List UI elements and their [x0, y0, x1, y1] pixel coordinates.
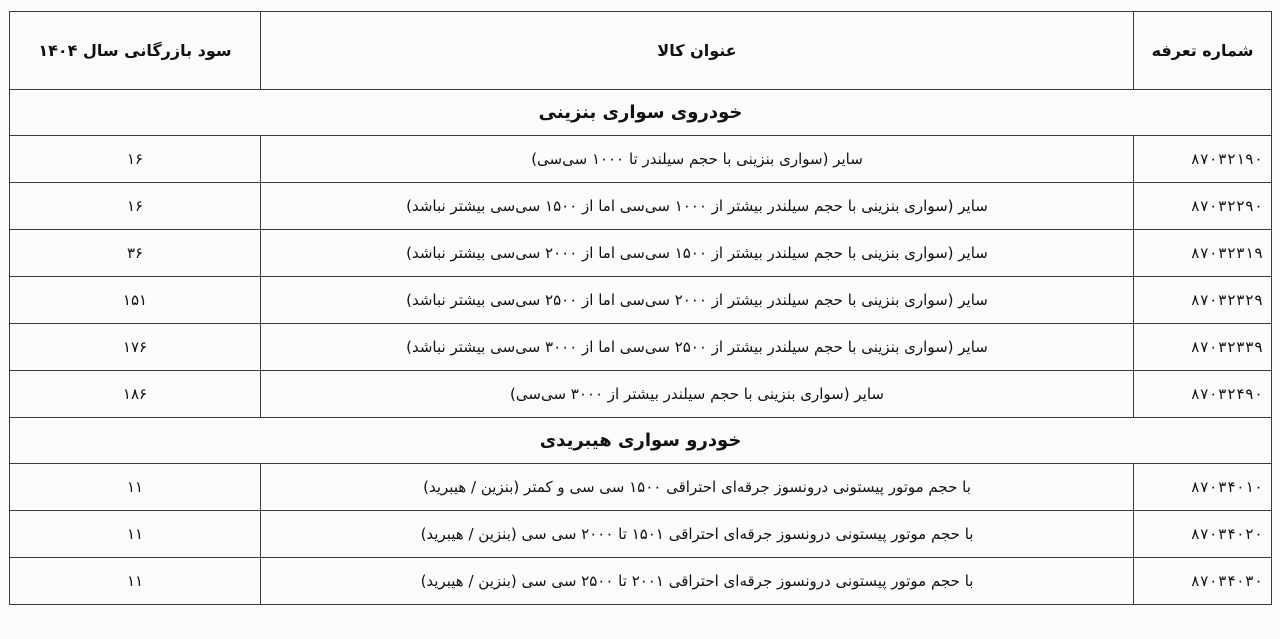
- tariff-code-cell: ۸۷۰۳۲۱۹۰: [1134, 136, 1272, 183]
- trade-profit-cell: ۱۵۱: [10, 277, 261, 324]
- table-row: [10, 277, 1272, 324]
- product-title-cell: سایر (سواری بنزینی با حجم سیلندر بیشتر از ۲۰۰۰ سی‌سی اما از ۲۵۰۰ سی‌سی بیشتر نباشد): [261, 277, 1134, 324]
- table-header-row: [10, 12, 1272, 90]
- table-row: [10, 558, 1272, 605]
- tariff-code-cell: ۸۷۰۳۴۰۱۰: [1134, 464, 1272, 511]
- table-row: [10, 324, 1272, 371]
- product-title-cell: سایر (سواری بنزینی با حجم سیلندر بیشتر از ۳۰۰۰ سی‌سی): [261, 371, 1134, 418]
- table-row: [10, 183, 1272, 230]
- tariff-code-cell: ۸۷۰۳۲۴۹۰: [1134, 371, 1272, 418]
- table-row: [10, 136, 1272, 183]
- table-row: [10, 371, 1272, 418]
- trade-profit-cell: ۳۶: [10, 230, 261, 277]
- trade-profit-cell: ۱۶: [10, 183, 261, 230]
- trade-profit-cell: ۱۱: [10, 558, 261, 605]
- table-row: [10, 230, 1272, 277]
- category-title: خودرو سواری هیبریدی: [10, 418, 1272, 464]
- product-title-cell: سایر (سواری بنزینی با حجم سیلندر بیشتر از ۱۰۰۰ سی‌سی اما از ۱۵۰۰ سی‌سی بیشتر نباشد): [261, 183, 1134, 230]
- category-title: خودروی سواری بنزینی: [10, 90, 1272, 136]
- tariff-code-cell: ۸۷۰۳۴۰۳۰: [1134, 558, 1272, 605]
- category-row: [10, 90, 1272, 136]
- tariff-code-cell: ۸۷۰۳۲۳۱۹: [1134, 230, 1272, 277]
- trade-profit-cell: ۱۱: [10, 464, 261, 511]
- trade-profit-cell: ۱۶: [10, 136, 261, 183]
- table-row: [10, 511, 1272, 558]
- header-product-title: عنوان کالا: [261, 12, 1134, 90]
- product-title-cell: سایر (سواری بنزینی با حجم سیلندر بیشتر از ۱۵۰۰ سی‌سی اما از ۲۰۰۰ سی‌سی بیشتر نباشد): [261, 230, 1134, 277]
- header-tariff-code: شماره تعرفه: [1134, 12, 1272, 90]
- category-row: [10, 418, 1272, 464]
- product-title-cell: سایر (سواری بنزینی با حجم سیلندر بیشتر از ۲۵۰۰ سی‌سی اما از ۳۰۰۰ سی‌سی بیشتر نباشد): [261, 324, 1134, 371]
- tariff-code-cell: ۸۷۰۳۲۲۹۰: [1134, 183, 1272, 230]
- product-title-cell: با حجم موتور پیستونی درونسوز جرقه‌ای احتراقی ۲۰۰۱ تا ۲۵۰۰ سی سی (بنزین / هیبرید): [261, 558, 1134, 605]
- tariff-code-cell: ۸۷۰۳۴۰۲۰: [1134, 511, 1272, 558]
- trade-profit-cell: ۱۸۶: [10, 371, 261, 418]
- product-title-cell: با حجم موتور پیستونی درونسوز جرقه‌ای احتراقی ۱۵۰۰ سی سی و کمتر (بنزین / هیبرید): [261, 464, 1134, 511]
- tariff-table: [9, 11, 1272, 605]
- table-row: [10, 464, 1272, 511]
- trade-profit-cell: ۱۱: [10, 511, 261, 558]
- trade-profit-cell: ۱۷۶: [10, 324, 261, 371]
- header-trade-profit: سود بازرگانی سال ۱۴۰۴: [10, 12, 261, 90]
- tariff-code-cell: ۸۷۰۳۲۳۳۹: [1134, 324, 1272, 371]
- product-title-cell: با حجم موتور پیستونی درونسوز جرقه‌ای احتراقی ۱۵۰۱ تا ۲۰۰۰ سی سی (بنزین / هیبرید): [261, 511, 1134, 558]
- tariff-code-cell: ۸۷۰۳۲۳۲۹: [1134, 277, 1272, 324]
- product-title-cell: سایر (سواری بنزینی با حجم سیلندر تا ۱۰۰۰ سی‌سی): [261, 136, 1134, 183]
